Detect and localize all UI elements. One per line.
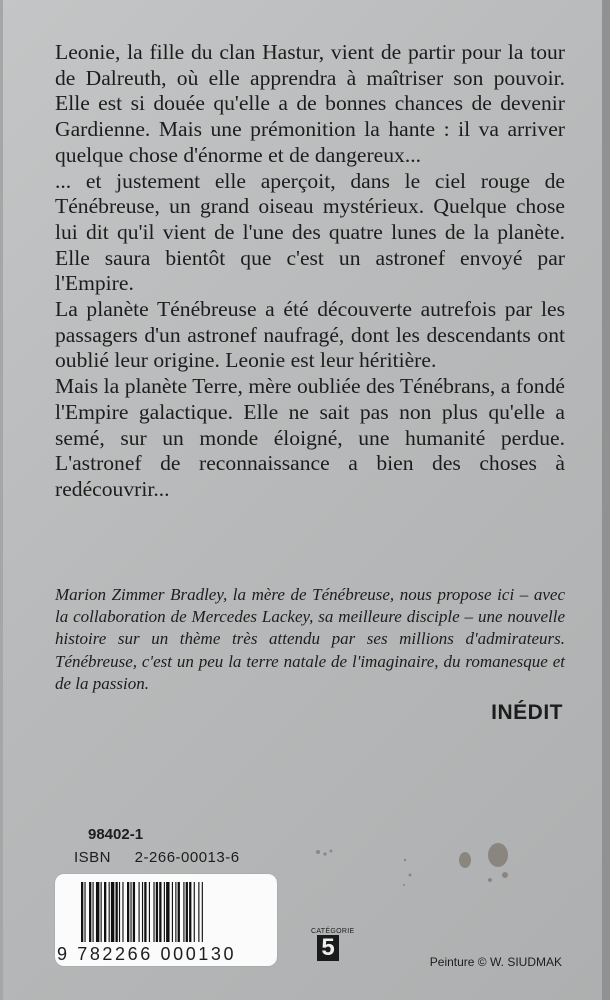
- barcode-bar: [178, 882, 180, 942]
- barcode-bar: [127, 882, 129, 942]
- cover-wear-marks: [300, 830, 540, 900]
- barcode-bar: [119, 882, 120, 942]
- barcode-bar: [149, 882, 150, 942]
- barcode-bar: [172, 882, 173, 942]
- barcode-bar: [183, 882, 184, 942]
- barcode-bar: [142, 882, 143, 942]
- barcode-bar: [153, 882, 154, 942]
- cover-left-edge: [0, 0, 3, 1000]
- barcode-bar: [101, 882, 102, 942]
- barcode-bar: [139, 882, 140, 942]
- barcode-bar: [84, 882, 85, 942]
- author-promo-text: Marion Zimmer Bradley, la mère de Ténébreuse, nous propose ici – avec la collaboration de Mercedes Lackey, sa meilleure disciple – une nouvelle histoire sur un thème très attendu par ses millions d'admirateurs. Ténébreuse, c'est un peu la terre natale de l'imaginaire, du romanesque et de la passion.: [55, 585, 565, 693]
- barcode-bar: [130, 882, 131, 942]
- product-code: 98402-1: [88, 826, 144, 843]
- category-number: 5: [317, 935, 339, 961]
- synopsis-paragraph-4: Mais la planète Terre, mère oubliée des Ténébrans, a fondé l'Empire galactique. Elle ne sait pas non plus qu'elle a semé, sur un monde éloigné, une humanité perdue. L'astronef de reconnaissance a bien des choses à redécouvrir...: [55, 374, 565, 501]
- barcode-bar: [164, 882, 165, 942]
- synopsis: [55, 40, 565, 503]
- inedit-badge: INÉDIT: [491, 701, 563, 724]
- synopsis-paragraph-2: ... et justement elle aperçoit, dans le ciel rouge de Ténébreuse, un grand oiseau mystérieux. Quelque chose lui dit qu'il vient de l'une des quatre lunes de la planète. Elle saura bientôt que c'est un astronef envoyé par l'Empire.: [55, 168, 565, 296]
- barcode-bar: [89, 882, 91, 942]
- isbn-line: [74, 849, 240, 866]
- isbn-number: 2-266-00013-6: [134, 849, 240, 866]
- barcode-bar: [159, 882, 161, 942]
- synopsis-paragraph-3: La planète Ténébreuse a été découverte autrefois par les passagers d'un astronef naufragé, dont les descendants ont oublié leur origine. Leonie est leur héritière.: [55, 297, 565, 373]
- barcode-bar: [156, 882, 158, 942]
- cover-right-edge: [602, 0, 610, 1000]
- barcode-bar: [122, 882, 123, 942]
- barcode-bar: [116, 882, 118, 942]
- barcode-bar: [109, 882, 110, 942]
- barcode: [55, 874, 277, 966]
- barcode-bar: [189, 882, 191, 942]
- barcode-bar: [144, 882, 146, 942]
- synopsis-paragraph-1: Leonie, la fille du clan Hastur, vient de partir pour la tour de Dalreuth, où elle apprendra à maîtriser son pouvoir. Elle est si douée qu'elle a de bonnes chances de devenir Gardienne. Mais une prémonition la hante : il va arriver quelque chose d'énorme et de dangereux...: [55, 40, 565, 167]
- barcode-bar: [93, 882, 94, 942]
- category-label: CATÉGORIE: [311, 928, 355, 935]
- barcode-bar: [198, 882, 199, 942]
- barcode-bar: [104, 882, 106, 942]
- barcode-bar: [133, 882, 135, 942]
- barcode-bar: [96, 882, 99, 942]
- barcode-bar: [81, 882, 83, 942]
- price-category: [311, 928, 355, 961]
- barcode-digits: 9 782266 000130: [57, 944, 237, 964]
- barcode-bar: [111, 882, 114, 942]
- barcode-bar: [194, 882, 195, 942]
- cover-art-credit: Peinture © W. SIUDMAK: [429, 955, 562, 969]
- barcode-bar: [175, 882, 176, 942]
- isbn-label: ISBN: [74, 849, 112, 866]
- barcode-bar: [166, 882, 169, 942]
- barcode-bar: [186, 882, 188, 942]
- barcode-bar: [202, 882, 203, 942]
